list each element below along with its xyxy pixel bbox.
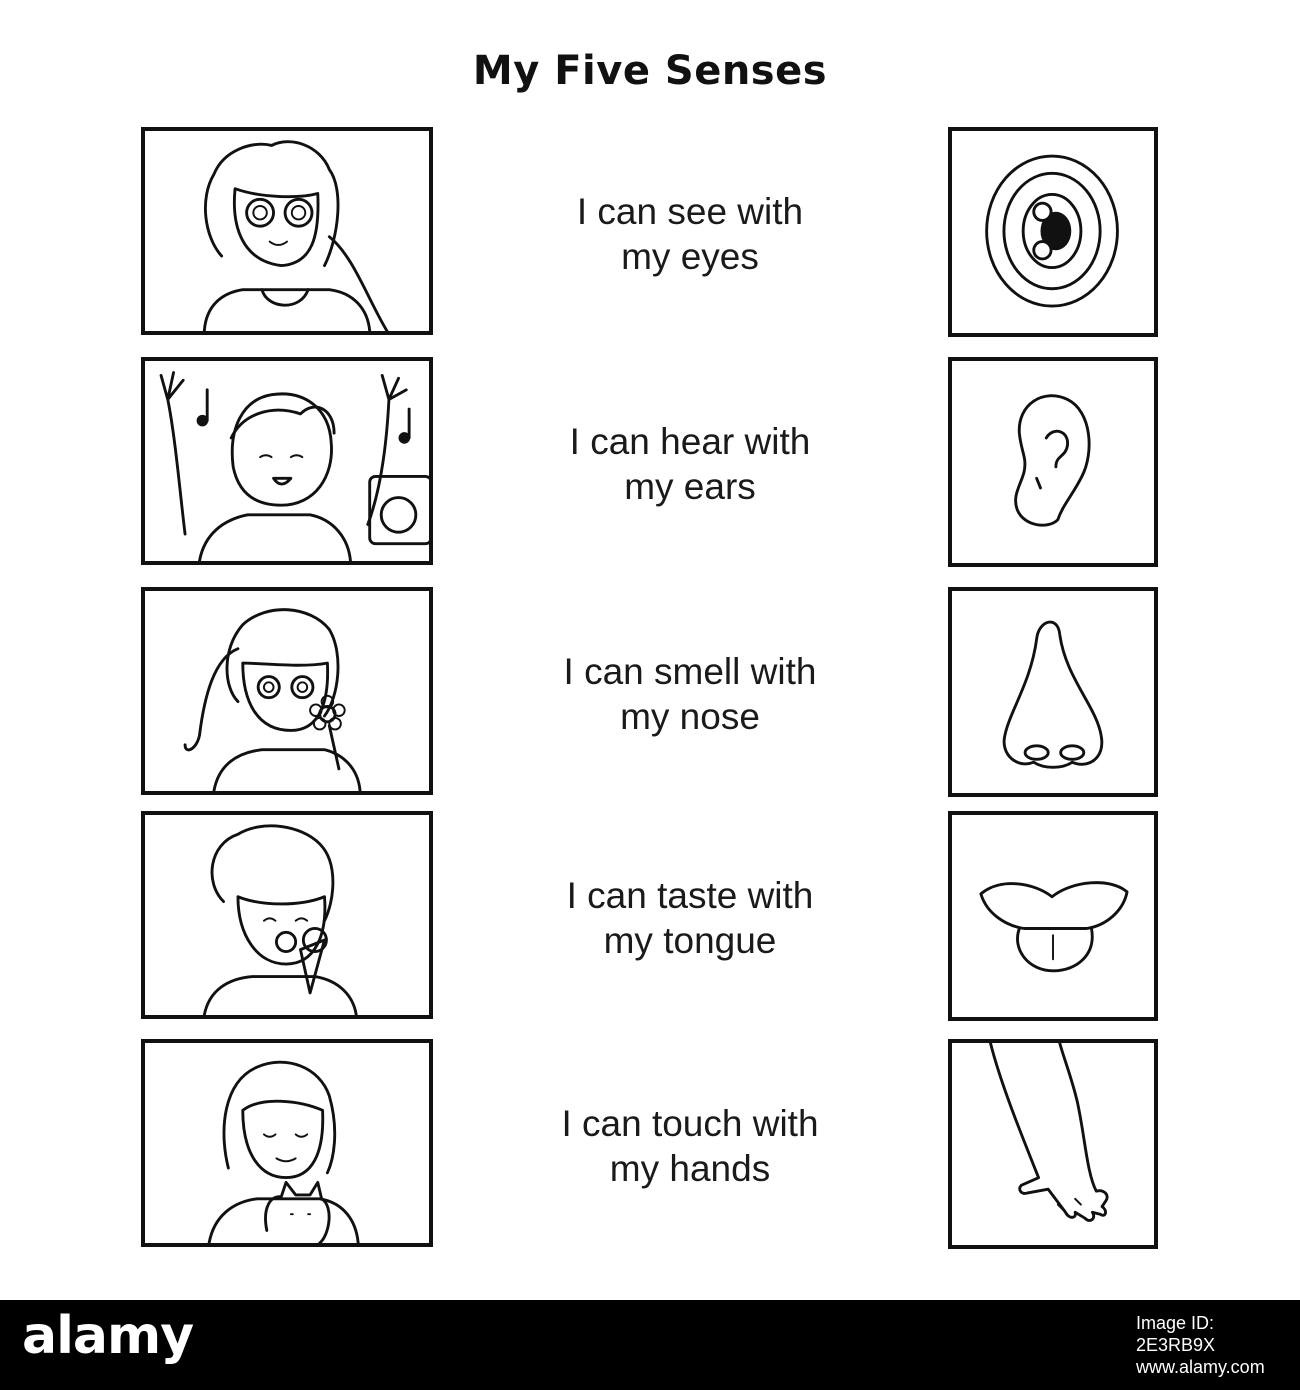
stock-photo-footer bbox=[0, 1300, 1300, 1390]
image-reference bbox=[1136, 1312, 1286, 1378]
sense-row-smell bbox=[0, 587, 1300, 797]
sense-caption-taste: I can taste with my tongue bbox=[566, 875, 814, 961]
sense-caption-smell: I can smell with my nose bbox=[563, 651, 817, 737]
image-id: Image ID: 2E3RB9X bbox=[1136, 1313, 1216, 1355]
sense-row-taste bbox=[0, 811, 1300, 1021]
sense-caption-hearing: I can hear with my ears bbox=[569, 421, 811, 507]
tongue-icon bbox=[948, 811, 1158, 1021]
site-url: www.alamy.com bbox=[1136, 1357, 1265, 1377]
hand-icon bbox=[948, 1039, 1158, 1249]
alamy-logo: alamy bbox=[22, 1306, 194, 1366]
boy-listening-to-music-illustration bbox=[141, 357, 433, 565]
page-title: My Five Senses bbox=[472, 48, 828, 94]
sense-caption-touch: I can touch with my hands bbox=[561, 1103, 819, 1189]
nose-icon bbox=[948, 587, 1158, 797]
sense-row-sight bbox=[0, 127, 1300, 337]
sense-caption-sight: I can see with my eyes bbox=[576, 191, 804, 277]
eye-icon bbox=[948, 127, 1158, 337]
boy-eating-ice-cream-illustration bbox=[141, 811, 433, 1019]
sense-row-hearing bbox=[0, 357, 1300, 567]
girl-with-magnifying-glasses-illustration bbox=[141, 127, 433, 335]
girl-holding-cat-illustration bbox=[141, 1039, 433, 1247]
ear-icon bbox=[948, 357, 1158, 567]
sense-row-touch bbox=[0, 1039, 1300, 1249]
girl-smelling-flower-illustration bbox=[141, 587, 433, 795]
